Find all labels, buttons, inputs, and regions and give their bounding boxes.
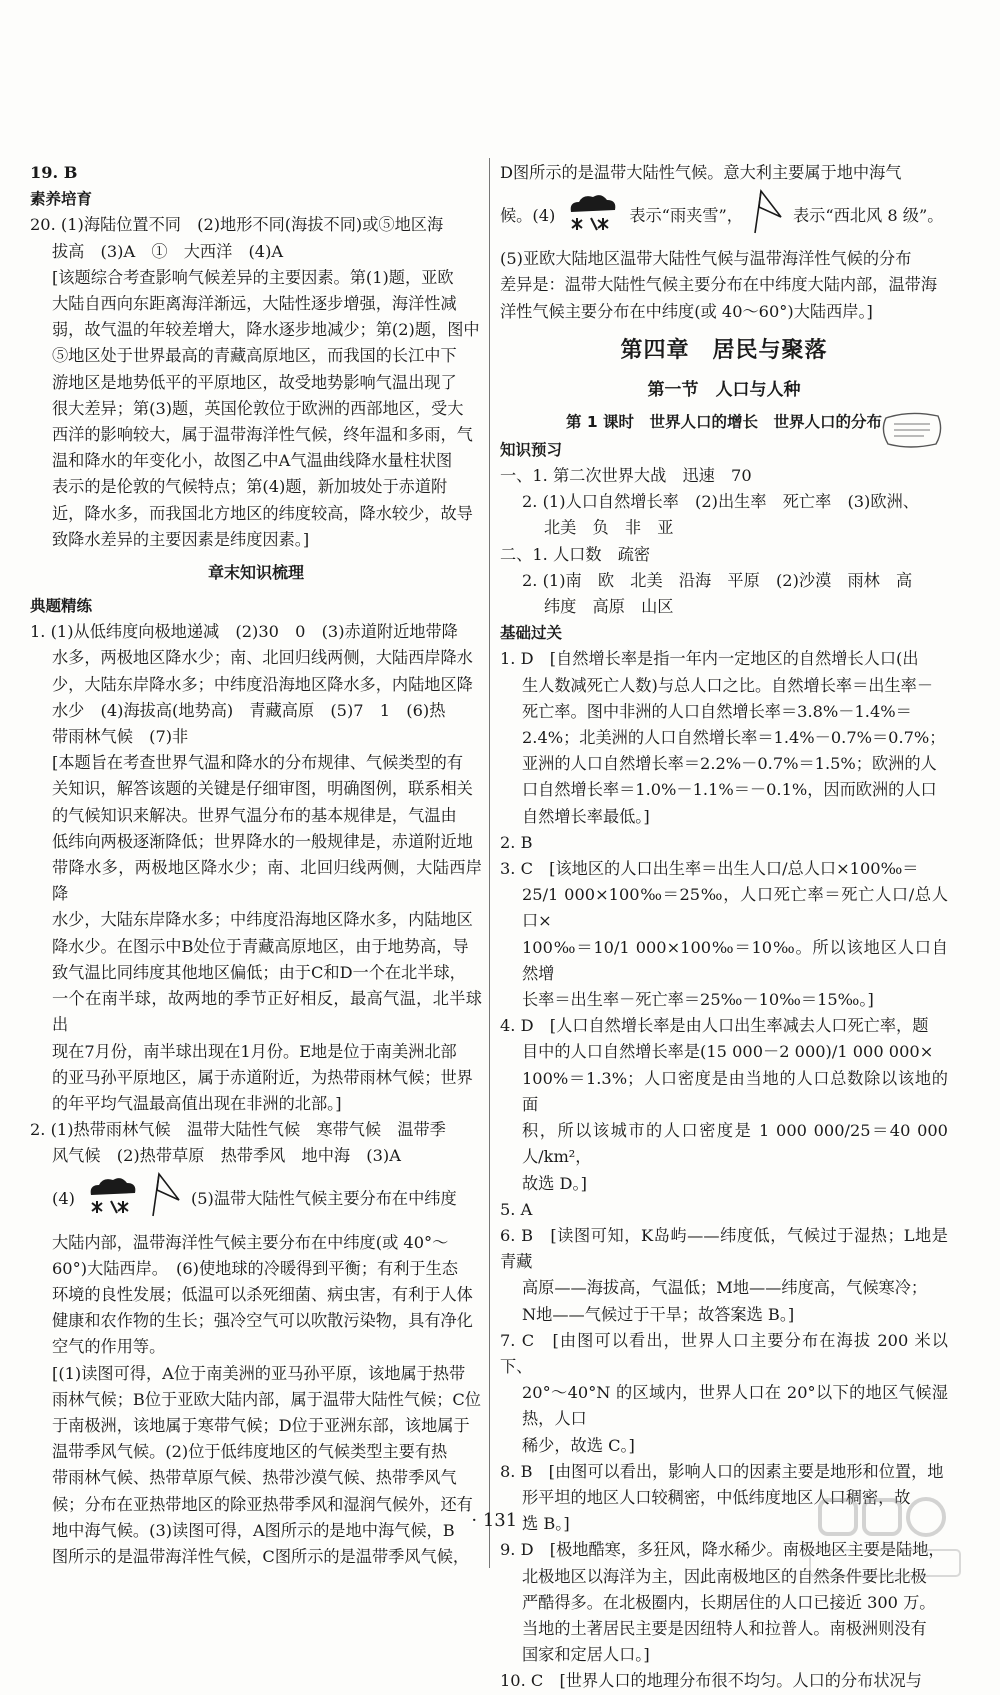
- ans-line: 100%＝1.3%；人口密度是由当地的人口总数除以该地的面: [522, 1068, 948, 1114]
- ans-line: 自然增长率最低。]: [522, 806, 650, 826]
- exp-line: [该题综合考查影响气候差异的主要因素。第(1)题，亚欧: [52, 267, 454, 287]
- cont-line: 洋性气候主要分布在中纬度(或 40～60°)大陆西岸。]: [500, 301, 873, 321]
- ans-line: 口自然增长率＝1.0%－1.1%＝－0.1%，因而欧洲的人口: [522, 780, 937, 800]
- ans-line: 2.4%；北美洲的人口自然增长率＝1.4%－0.7%＝0.7%；: [522, 728, 946, 748]
- exp-line: 温和降水的年变化小，故图乙中A气温曲线降水量柱状图: [52, 451, 453, 471]
- ans-line: 100‰＝10/1 000×100‰＝10‰。所以该地区人口自然增: [522, 937, 948, 983]
- ans-line: 少，大陆东岸降水多；中纬度沿海地区降水多，内陆地区降: [52, 674, 473, 694]
- ans-line: 水少 (4)海拔高(地势高) 青藏高原 (5)7 1 (6)热: [52, 700, 446, 720]
- preview-line: 二、1. 人口数 疏密: [500, 544, 651, 564]
- exp-line: 关知识，解答该题的关键是仔细审图，明确图例，联系相关: [52, 779, 473, 799]
- ans-line: 选 B。]: [522, 1514, 570, 1534]
- ans-line: 亚洲的人口自然增长率＝2.2%－0.7%＝1.5%；欧洲的人: [522, 754, 937, 774]
- ans-label: (4): [52, 1189, 75, 1209]
- ans-line: 大陆内部，温带海洋性气候主要分布在中纬度(或 40°～: [52, 1232, 449, 1252]
- exp-line: 带降水多，两极地区降水少；南、北回归线两侧，大陆西岸降: [52, 858, 482, 904]
- watermark-logo: [780, 1490, 980, 1590]
- cont-line: D图所示的是温带大陆性气候。意大利主要属于地中海气: [500, 163, 902, 182]
- ans-line: 故选 D。]: [522, 1173, 587, 1193]
- sleet-icon: [83, 1173, 141, 1225]
- preview-line: 2. (1)南 欧 北美 沿海 平原 (2)沙漠 雨林 高: [522, 570, 913, 590]
- ans-line: 6. B [读图可知，K岛屿——纬度低，气候过于湿热；L地是青藏: [500, 1225, 948, 1272]
- chapter-end-title: 章末知识梳理: [207, 563, 304, 583]
- exp-line: 西洋的影响较大，属于温带海洋性气候，终年温和多雨，气: [52, 425, 473, 445]
- ans-line: 目中的人口自然增长率是(15 000－2 000)/1 000 000×: [522, 1042, 934, 1062]
- exp-line: 雨林气候；B位于亚欧大陆内部，属于温带大陆性气候；C位: [52, 1389, 481, 1409]
- ans-line: 北极地区以海洋为主，因此南极地区的自然条件要比北极: [522, 1566, 927, 1586]
- preview-line: 纬度 高原 山区: [544, 597, 674, 617]
- exp-line: 降水少。在图示中B处位于青藏高原地区，由于地势高，导: [52, 936, 469, 956]
- exp-line: 于南极洲，该地属于寒带气候；D位于亚洲东部，该地属于: [52, 1415, 470, 1435]
- column-divider: [489, 158, 490, 1568]
- answer-20-line2: 拔高 (3)A ① 大西洋 (4)A: [52, 241, 284, 261]
- sleet-icon: [563, 190, 621, 242]
- ans-line: 环境的良性发展；低温可以杀死细菌、病虫害，有利于人体: [52, 1284, 473, 1304]
- ans-line: 高原——海拔高，气温低；M地——纬度高，气候寒冷；: [522, 1278, 928, 1298]
- ans-line: 3. C [该地区的人口出生率＝出生人口/总人口×100‰＝: [500, 859, 919, 879]
- cont-line: (5)亚欧大陆地区温带大陆性气候与温带海洋性气候的分布: [500, 249, 912, 269]
- exp-line: 图所示的是温带海洋性气候，C图所示的是温带季风气候，: [52, 1546, 470, 1566]
- exp-line: [(1)读图可得，A位于南美洲的亚马孙平原，该地属于热带: [52, 1363, 466, 1383]
- answer-r2: 2. B: [500, 832, 533, 852]
- ans-line: 当地的土著居民主要是因纽特人和拉普人。南极洲则没有: [522, 1618, 927, 1638]
- exp-line: 一个在南半球，故两地的季节正好相反，最高气温，北半球出: [52, 989, 482, 1035]
- exp-line: [本题旨在考查世界气温和降水的分布规律、气候类型的有: [52, 753, 464, 773]
- wind-flag-icon: [149, 1170, 183, 1228]
- wind-flag-icon: [751, 187, 785, 245]
- exp-line: 游地区是地势低平的平原地区，故受地势影响气温出现了: [52, 372, 457, 392]
- cont-text: 表示“雨夹雪”，: [629, 206, 743, 226]
- preview-line: 2. (1)人口自然增长率 (2)出生率 死亡率 (3)欧洲、: [522, 492, 919, 512]
- ans-line: 1. (1)从低纬度向极地递减 (2)30 0 (3)赤道附近地带降: [30, 622, 458, 642]
- exp-line: 近，降水多，而我国北方地区的纬度较高，降水较少，故导: [52, 503, 473, 523]
- answer-r10: 10. C [世界人口的地理分布很不均匀。人口的分布状况与: [500, 1671, 922, 1691]
- exp-line: 的气候知识来解决。世界气温分布的基本规律是，气温由: [52, 805, 457, 825]
- exp-line: 表示的是伦敦的气候特点；第(4)题，新加坡处于赤道附: [52, 477, 448, 497]
- ans-line: 水多，两极地区降水少；南、北回归线两侧，大陆西岸降水: [52, 648, 473, 668]
- ans-line: 健康和农作物的生长；强冷空气可以吹散污染物，具有净化: [52, 1311, 473, 1331]
- cont-line: 差异是：温带大陆性气候主要分布在中纬度大陆内部，温带海: [500, 275, 938, 295]
- ans-line: 积，所以该城市的人口密度是 1 000 000/25＝40 000 人/km²，: [522, 1121, 948, 1167]
- section-jichu: 基础过关: [500, 624, 563, 643]
- ans-line: 带雨林气候 (7)非: [52, 727, 189, 747]
- exp-line: 候；分布在亚热带地区的除亚热带季风和湿润气候外，还有: [52, 1494, 473, 1514]
- explanation-1: [30, 750, 482, 1117]
- ans-line: 形平坦的地区人口较稠密，中低纬度地区人口稠密，故: [522, 1487, 911, 1507]
- ans-line: 25/1 000×100‰＝25‰，人口死亡率＝死亡人口/总人口×: [522, 885, 948, 931]
- ans-line: 2. (1)热带雨林气候 温带大陆性气候 寒带气候 温带季: [30, 1120, 446, 1140]
- explanation-2: [30, 1361, 482, 1571]
- right-column: [500, 160, 948, 1695]
- exp-line: 大陆自西向东距离海洋渐远，大陆性逐步增强，海洋性减: [52, 294, 457, 314]
- exp-line: 低纬向两极逐渐降低；世界降水的一般规律是，赤道附近地: [52, 831, 473, 851]
- answer-r4: [500, 1013, 948, 1196]
- ans-line: 1. D [自然增长率是指一年内一定地区的自然增长人口(出: [500, 649, 919, 669]
- answer-2-symbols-row: [30, 1170, 482, 1230]
- ans-line: 7. C [由图可以看出，世界人口主要分布在海拔 200 米以下、: [500, 1330, 948, 1376]
- exp-line: ⑤地区处于世界最高的青藏高原地区，而我国的长江中下: [52, 346, 457, 366]
- exp-line: 水少，大陆东岸降水多；中纬度沿海地区降水多，内陆地区: [52, 910, 473, 930]
- explanation-20: [30, 265, 482, 553]
- ans-line: 长率＝出生率－死亡率＝25‰－10‰＝15‰。]: [522, 990, 874, 1010]
- exp-line: 很大差异；第(3)题，英国伦敦位于欧洲的西部地区，受大: [52, 398, 464, 418]
- answer-r1: [500, 646, 948, 829]
- ans-line: 20°～40°N 的区域内，世界人口在 20°以下的地区气候湿热，人口: [522, 1383, 948, 1429]
- ans-line: 4. D [人口自然增长率是由人口出生率减去人口死亡率，题: [500, 1016, 929, 1036]
- answer-r5: 5. A: [500, 1199, 533, 1219]
- answer-1: [30, 619, 482, 750]
- right-symbols-row: [500, 186, 948, 246]
- ans-line: 8. B [由图可以看出，影响人口的因素主要是地形和位置，地: [500, 1461, 944, 1481]
- page-number: · 131 ·: [471, 1510, 529, 1531]
- exp-line: 致降水差异的主要因素是纬度因素。]: [52, 529, 310, 549]
- ans-line: 生人数减死亡人数)与总人口之比。自然增长率＝出生率－: [522, 675, 934, 695]
- preview-line: 北美 负 非 亚: [544, 518, 674, 538]
- cont-text: 表示“西北风 8 级”。: [793, 206, 944, 226]
- answer-r6: [500, 1223, 948, 1328]
- exp-line: 现在7月份，南半球出现在1月份。E地是位于南美洲北部: [52, 1041, 457, 1061]
- exp-line: 的亚马孙平原地区，属于赤道附近，为热带雨林气候；世界: [52, 1067, 473, 1087]
- preview-line: 一、1. 第二次世界大战 迅速 70: [500, 466, 752, 486]
- section-title: 第一节 人口与人种: [647, 379, 801, 400]
- ans-line: 60°)大陆西岸。 (6)使地球的冷暖得到平衡；有利于生态: [52, 1258, 458, 1278]
- answer-r7: [500, 1328, 948, 1459]
- ans-line: 国家和定居人口。]: [522, 1645, 650, 1665]
- section-suyang: 素养培育: [30, 190, 93, 209]
- ans-line: N地——气候过于干旱；故答案选 B。]: [522, 1304, 795, 1324]
- chapter-title: 第四章 居民与聚落: [620, 337, 828, 363]
- ans-line: 风气候 (2)热带草原 热带季风 地中海 (3)A: [52, 1146, 401, 1166]
- exp-line: 弱，故气温的年较差增大，降水逐步地减少；第(2)题，图中: [52, 320, 480, 340]
- ans-line: 稀少，故选 C。]: [522, 1435, 635, 1455]
- answer-19: 19. B: [30, 163, 78, 182]
- left-column: [30, 160, 482, 1570]
- answer-20-text1: 20. (1)海陆位置不同 (2)地形不同(海拔不同)或⑤地区海: [30, 215, 444, 235]
- answer-20-line1: [30, 212, 482, 238]
- ans-line: 死亡率。图中非洲的人口自然增长率＝3.8%－1.4%＝: [522, 701, 912, 721]
- ans-text: (5)温带大陆性气候主要分布在中纬度: [190, 1189, 457, 1209]
- answer-2: [30, 1117, 482, 1360]
- ans-line: 空气的作用等。: [52, 1337, 166, 1357]
- exp-line: 带雨林气候、热带草原气候、热带沙漠气候、热带季风气: [52, 1468, 457, 1488]
- stamp-icon: [880, 410, 946, 450]
- exp-line: 致气温比同纬度其他地区偏低；由于C和D一个在北半球，: [52, 962, 466, 982]
- answer-r3: [500, 856, 948, 1013]
- section-dianti: 典题精练: [30, 597, 93, 616]
- ans-line: 9. D [极地酷寒，多狂风，降水稀少。南极地区主要是陆地，: [500, 1540, 945, 1560]
- section-yuxi: 知识预习: [500, 440, 563, 459]
- exp-line: 地中海气候。(3)读图可得，A图所示的是地中海气候，B: [52, 1520, 455, 1540]
- ans-line: 严酷得多。在北极圈内，长期居住的人口已接近 300 万。: [522, 1592, 936, 1612]
- lesson-title: 第 1 课时 世界人口的增长 世界人口的分布: [565, 412, 883, 431]
- cont-text: 候。(4): [500, 206, 556, 226]
- exp-line: 温带季风气候。(2)位于低纬度地区的气候类型主要有热: [52, 1442, 448, 1462]
- exp-line: 的年平均气温最高值出现在非洲的北部。]: [52, 1093, 342, 1113]
